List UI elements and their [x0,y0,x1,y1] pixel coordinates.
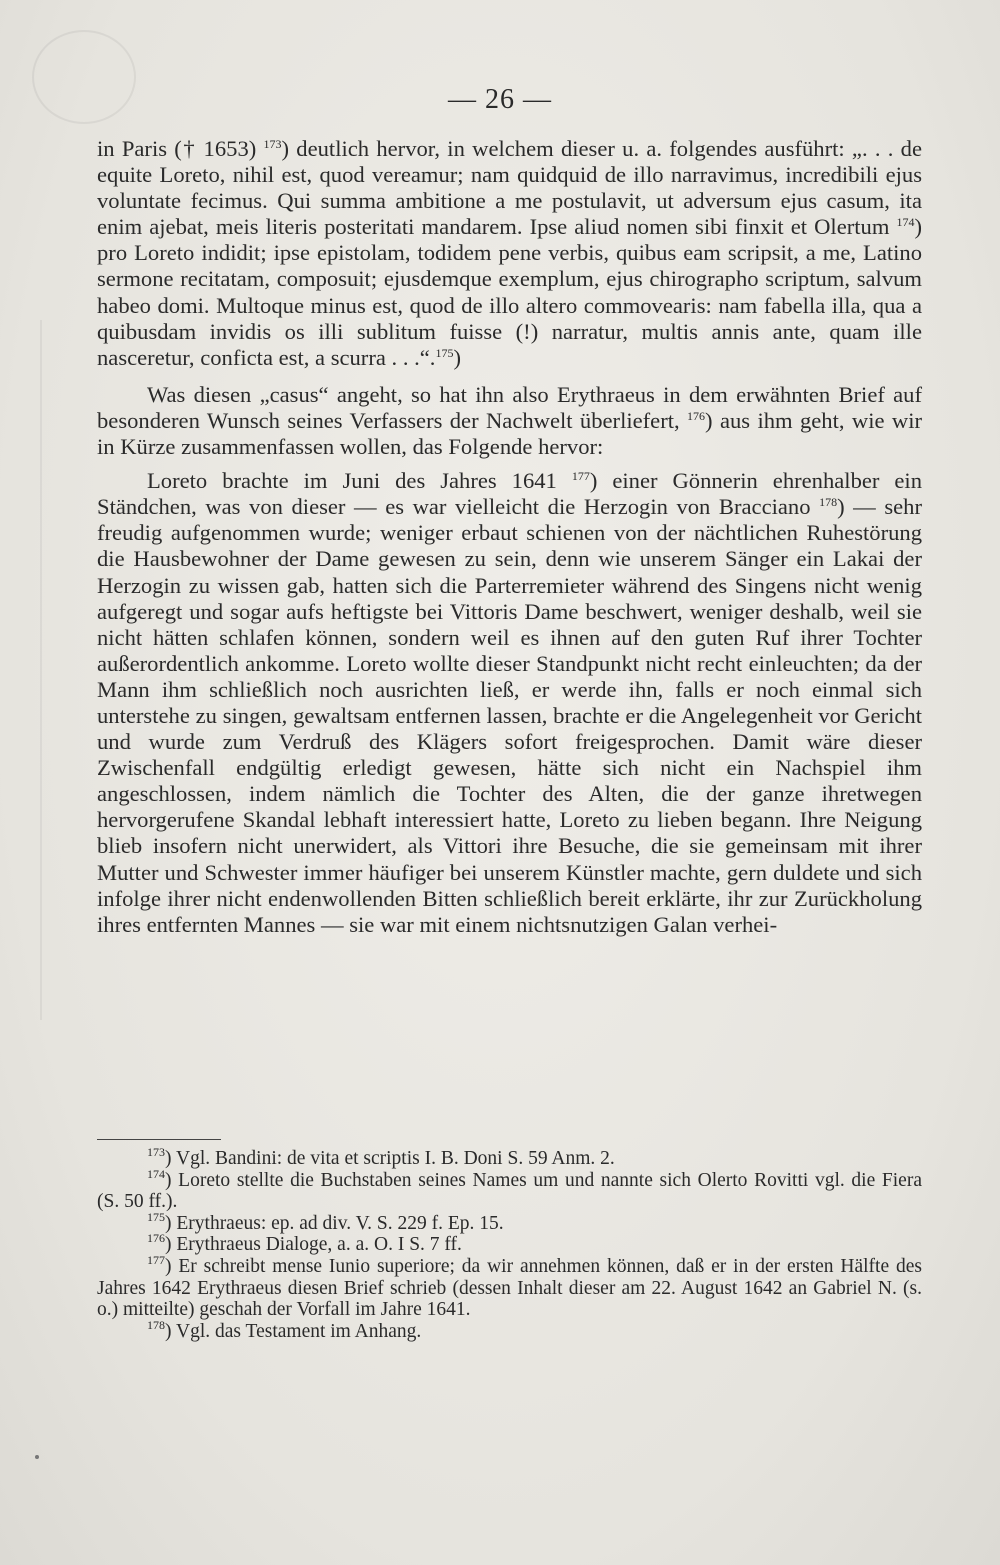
footnote-text: ) Vgl. das Testament im Anhang. [165,1320,422,1342]
footnote-rule [97,1139,221,1140]
paragraph [97,468,922,938]
footnote-reference: 177 [571,469,590,484]
footnote-number: 174 [147,1166,165,1181]
footnote [97,1166,922,1213]
footnote-number: 177 [147,1252,165,1267]
footnote [97,1252,922,1321]
footnote-number: 175 [147,1209,165,1224]
footnote-reference: 174 [896,215,915,230]
text-segment: Loreto brachte im Juni des Jahres 1641 [147,468,572,494]
footnote [97,1145,922,1170]
text-segment: ) einer Gönnerin ehrenhalber ein Ständchen, was von dieser — es war vielleicht die Herzogin von Bracciano [97,468,922,520]
text-segment: ) — sehr freudig aufgenommen wurde; weniger erbaut schienen von der nächtlichen Ruhestörung die Hausbewohner der Dame gewesen zu sein, denn wie unserem Sänger ein Lakai der Herzogin zu wissen gab, hatten sich die Parterremieter während des Singens nicht wenig aufgeregt und sogar aufs heftigste bei Vittoris Dame beschwert, weniger deshalb, weil sie nicht hätten schlafen können, sondern weil es ihnen auf den guten Ruf ihrer Tochter außerordentlich ankomme. Loreto wollte dieser Standpunkt nicht recht einleuchten; da der Mann ihm schließlich noch ausrichten ließ, er werde ihn, falls er noch einmal sich unterstehe zu singen, gewaltsam entfernen lassen, brachte er die Angelegenheit vor Gericht und wurde zum Verdruß des Klägers sofort freigesprochen. Damit wäre dieser Zwischenfall endgültig erledigt gewesen, hätte sich nicht ein Nachspiel ihm angeschlossen, indem nämlich die Tochter des Alten, die der ganze ihretwegen hervorgerufene Skandal lebhaft interessiert hatte, Loreto zu lieben begann. Ihre Neigung blieb insofern nicht unerwidert, als Vittori ihre Besuche, die sie gemeinsam mit ihrer Mutter und Schwester immer häufiger bei unserem Künstler machte, gern duldete und sich infolge ihrer nicht endenwollenden Bitten schließlich bereit erklärte, ihr zur Zurückholung ihres entfernten Mannes — sie war mit einem nichtsnutzigen Galan verhei- [97,494,922,937]
footnote-reference: 176 [687,408,706,423]
paragraph [97,382,922,460]
footnote-text: ) Er schreibt mense Iunio superiore; da wir annehmen können, daß er in der ersten Hälfte des Jahres 1642 Erythraeus diesen Brief schrieb (dessen Inhalt dieser am 22. August 1642 an Gabriel N. (s. o.) mitteilte) geschah der Vorfall im Jahre 1641. [97,1255,922,1321]
footnote [97,1231,922,1256]
footnote-reference: 178 [819,495,838,510]
text-segment: Was diesen „casus“ angeht, so hat ihn also Erythraeus in dem erwähnten Brief auf besonderen Wunsch seines Verfassers der Nachwelt überliefert, [97,381,922,433]
text-segment: ) pro Loreto indidit; ipse epistolam, todidem pene verbis, quibus eam scripsit, a me, Latino sermone recitatam, composuit; ejusdemque exemplum, ejus chirographo scriptum, salvum habeo domi. Multoque minus est, quod de illo altero commovearis: nam fabella illa, qua a quibusdam invidis os illi sublitum fuisse (!) narratur, multis annis ante, quam ille nasceretur, conficta est, a scurra . . .“. [97,214,922,370]
footnote-reference: 173 [263,137,282,151]
bleed-through-stain [40,320,42,1020]
text-segment: ) [453,344,461,370]
footnote-number: 176 [147,1231,165,1246]
paper-speck [35,1455,39,1459]
footnote-text: ) Loreto stellte die Buchstaben seines Names um und nannte sich Olerto Rovitti vgl. die Fiera (S. 50 ff.). [97,1169,922,1213]
footnote-reference: 175 [435,345,454,360]
body-text [97,136,922,938]
paragraph [97,136,922,371]
footnote-number: 178 [147,1317,165,1332]
footnote [97,1317,922,1343]
footnotes [97,1145,922,1342]
footnote-text: ) Vgl. Bandini: de vita et scriptis I. B. Doni S. 59 Anm. 2. [165,1148,615,1169]
text-segment: ) deutlich hervor, in welchem dieser u. a. folgendes ausführt: „. . . de equite Loreto, nihil est, quod vereamur; nam quidquid de illo narravimus, incredibili ejus voluntate fecimus. Qui summa ambitione a me postulavit, ut adversum ejus casum, ita enim ajebat, meis literis posteritati mandarem. Ipse aliud nomen sibi finxit et Olertum [97,136,922,240]
footnote [97,1209,922,1235]
footnote-text: ) Erythraeus Dialoge, a. a. O. I S. 7 ff. [165,1234,462,1256]
footnote-text: ) Erythraeus: ep. ad div. V. S. 229 f. Ep. 15. [165,1212,504,1234]
text-segment: ) aus ihm geht, wie wir in Kürze zusammenfassen wollen, das Folgende hervor: [97,407,922,460]
footnote-number: 173 [147,1145,165,1159]
text-segment: in Paris († 1653) [97,136,264,161]
page-number: — 26 — [448,84,552,115]
